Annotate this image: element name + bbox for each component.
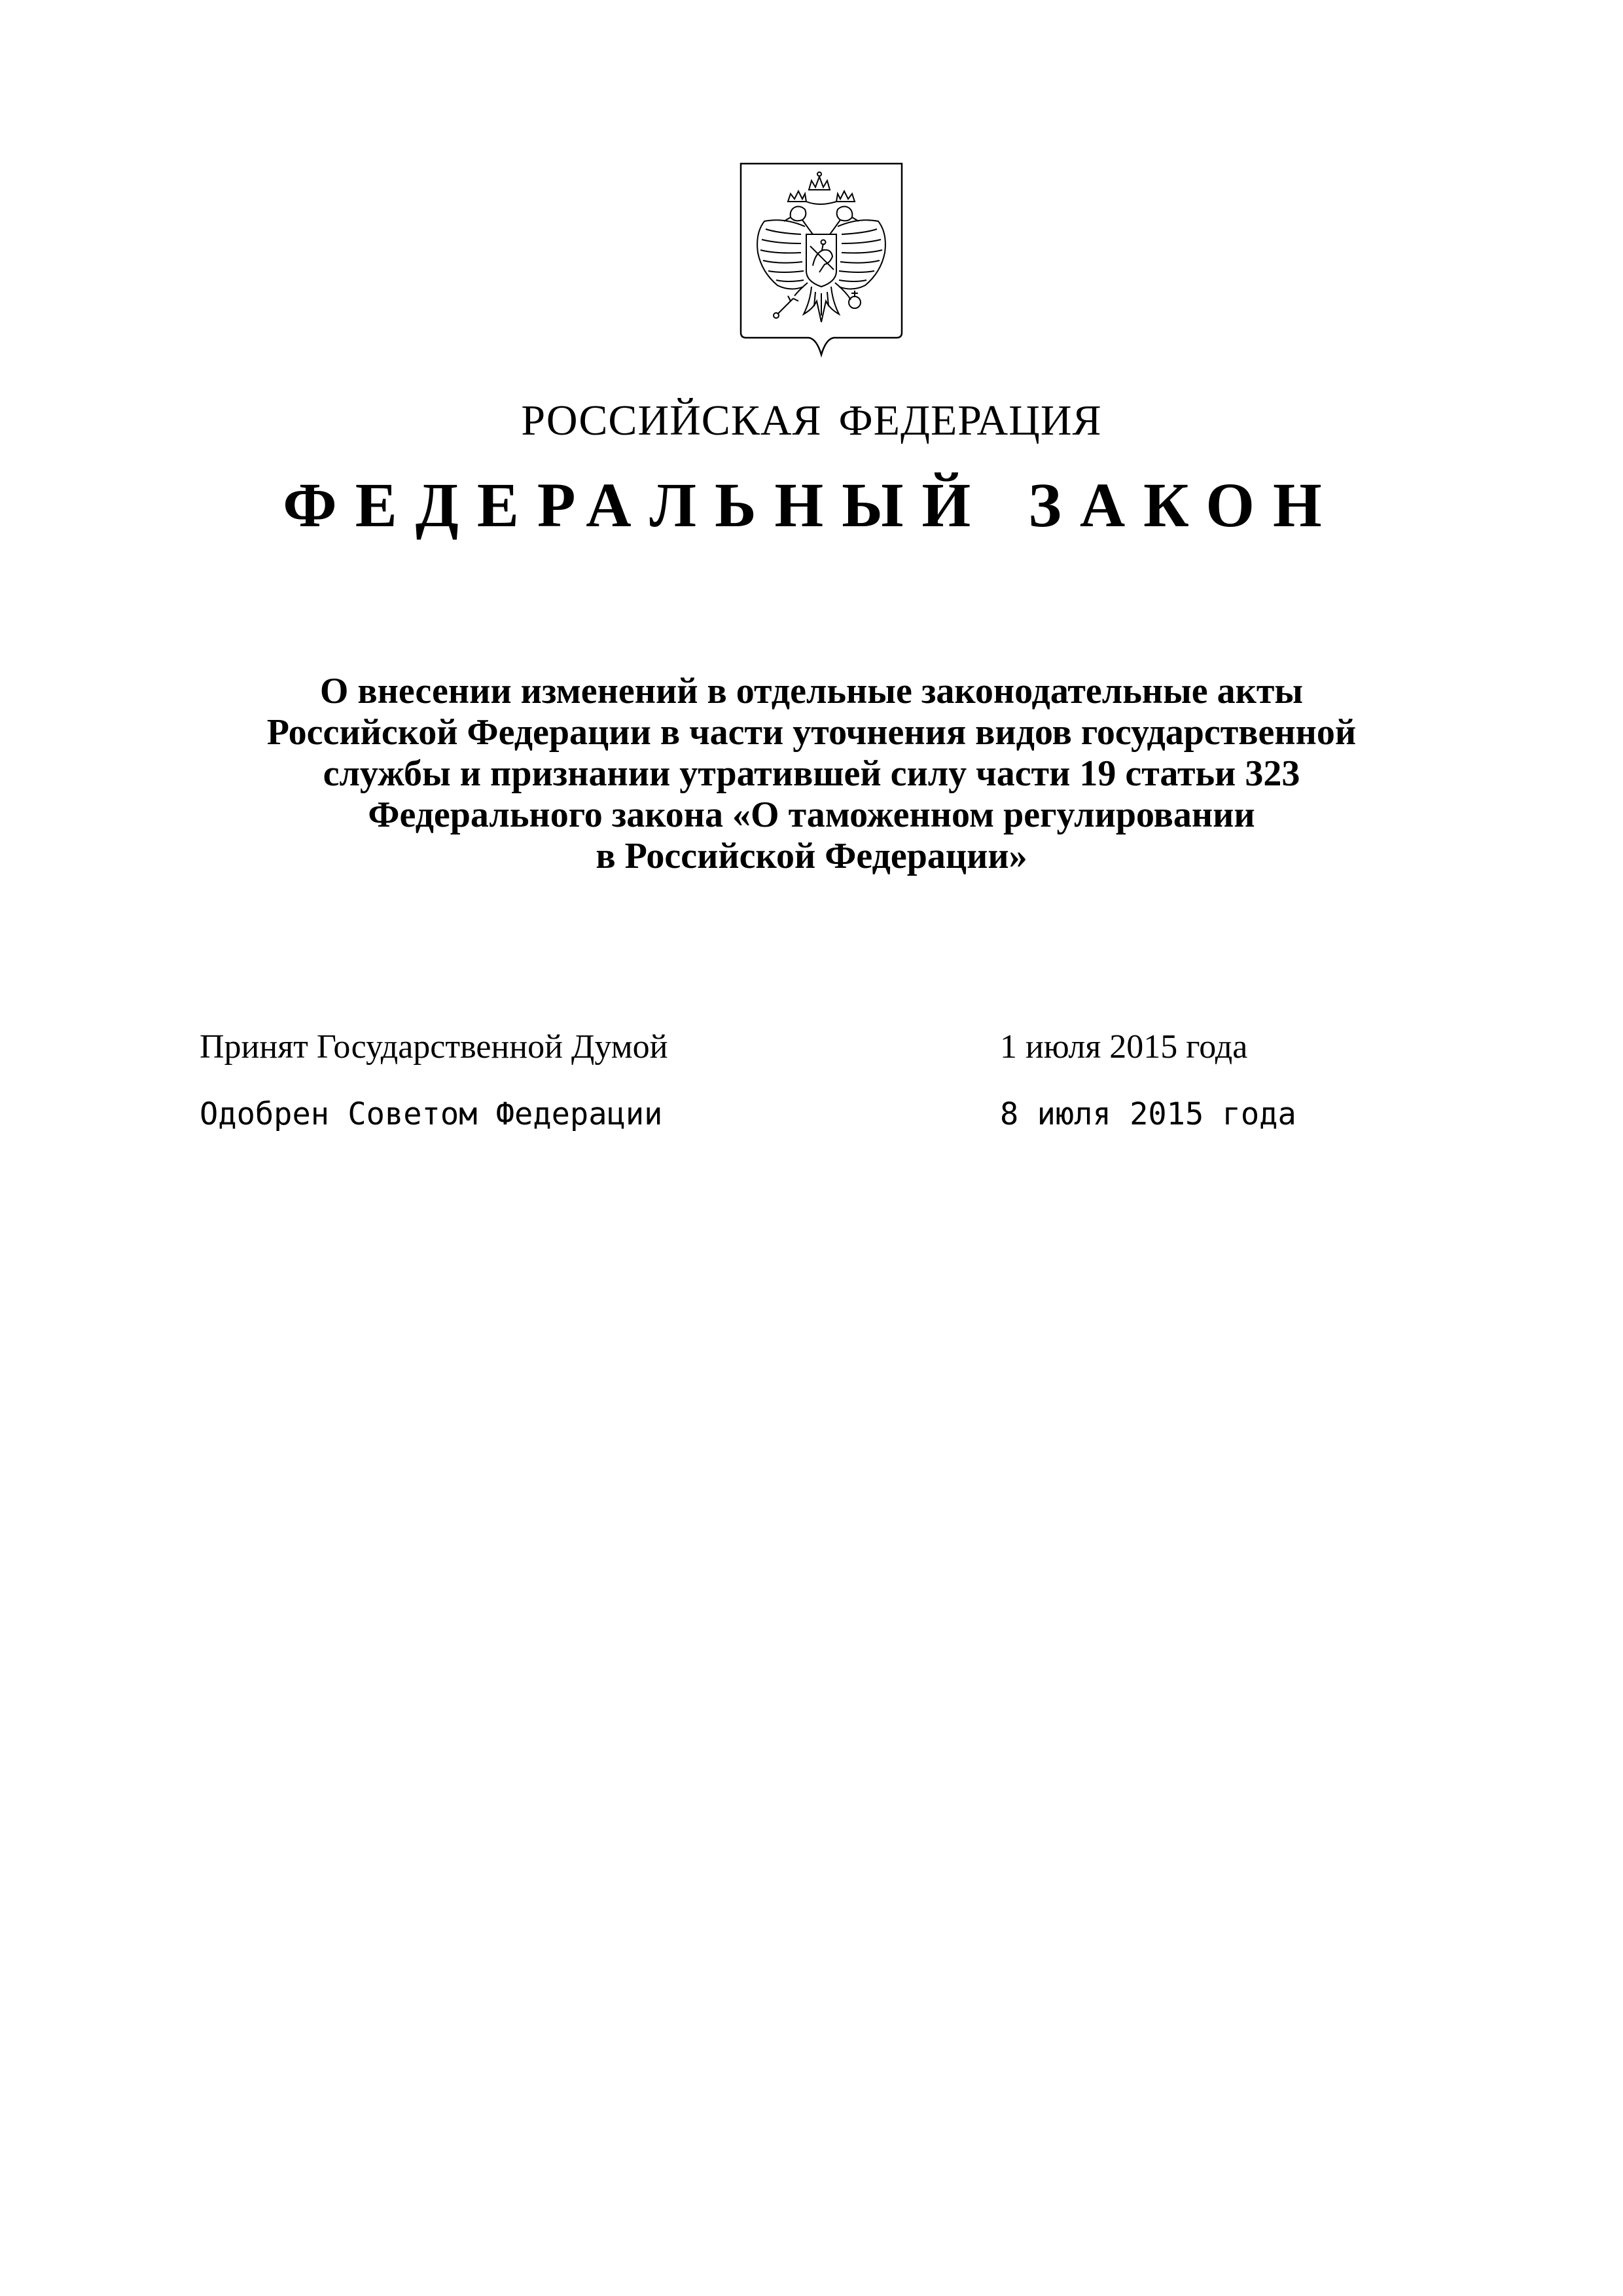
law-title: [196, 671, 1427, 877]
sovet-approval-date: 8 июля 2015 года: [1000, 1096, 1296, 1132]
duma-adoption-label: Принят Государственной Думой: [200, 1028, 668, 1066]
law-title-line-5: в Российской Федерации»: [596, 836, 1027, 876]
law-title-line-1: О внесении изменений в отдельные законодательные акты: [319, 671, 1304, 711]
duma-adoption-row: [0, 1024, 1623, 1077]
sovet-approval-row: [0, 1092, 1623, 1144]
country-word-2: ФЕДЕРАЦИЯ: [838, 397, 1102, 444]
country-word-1: РОССИЙСКАЯ: [521, 397, 822, 444]
coat-of-arms-icon: [738, 161, 904, 357]
doc-type-word-1: ФЕДЕРАЛЬНЫЙ: [283, 470, 990, 540]
law-title-line-2: Российской Федерации в части уточнения видов государственной: [266, 712, 1357, 753]
duma-adoption-date: 1 июля 2015 года: [1000, 1028, 1248, 1066]
law-title-line-3: службы и признании утратившей силу части 19 статьи 323: [323, 753, 1300, 794]
law-title-line-4: Федерального закона «О таможенном регулировании: [368, 795, 1255, 835]
sovet-approval-label: Одобрен Советом Федерации: [200, 1096, 663, 1132]
country-name: [0, 391, 1623, 450]
doc-type-word-2: ЗАКОН: [1028, 470, 1340, 540]
document-type: [0, 466, 1623, 545]
